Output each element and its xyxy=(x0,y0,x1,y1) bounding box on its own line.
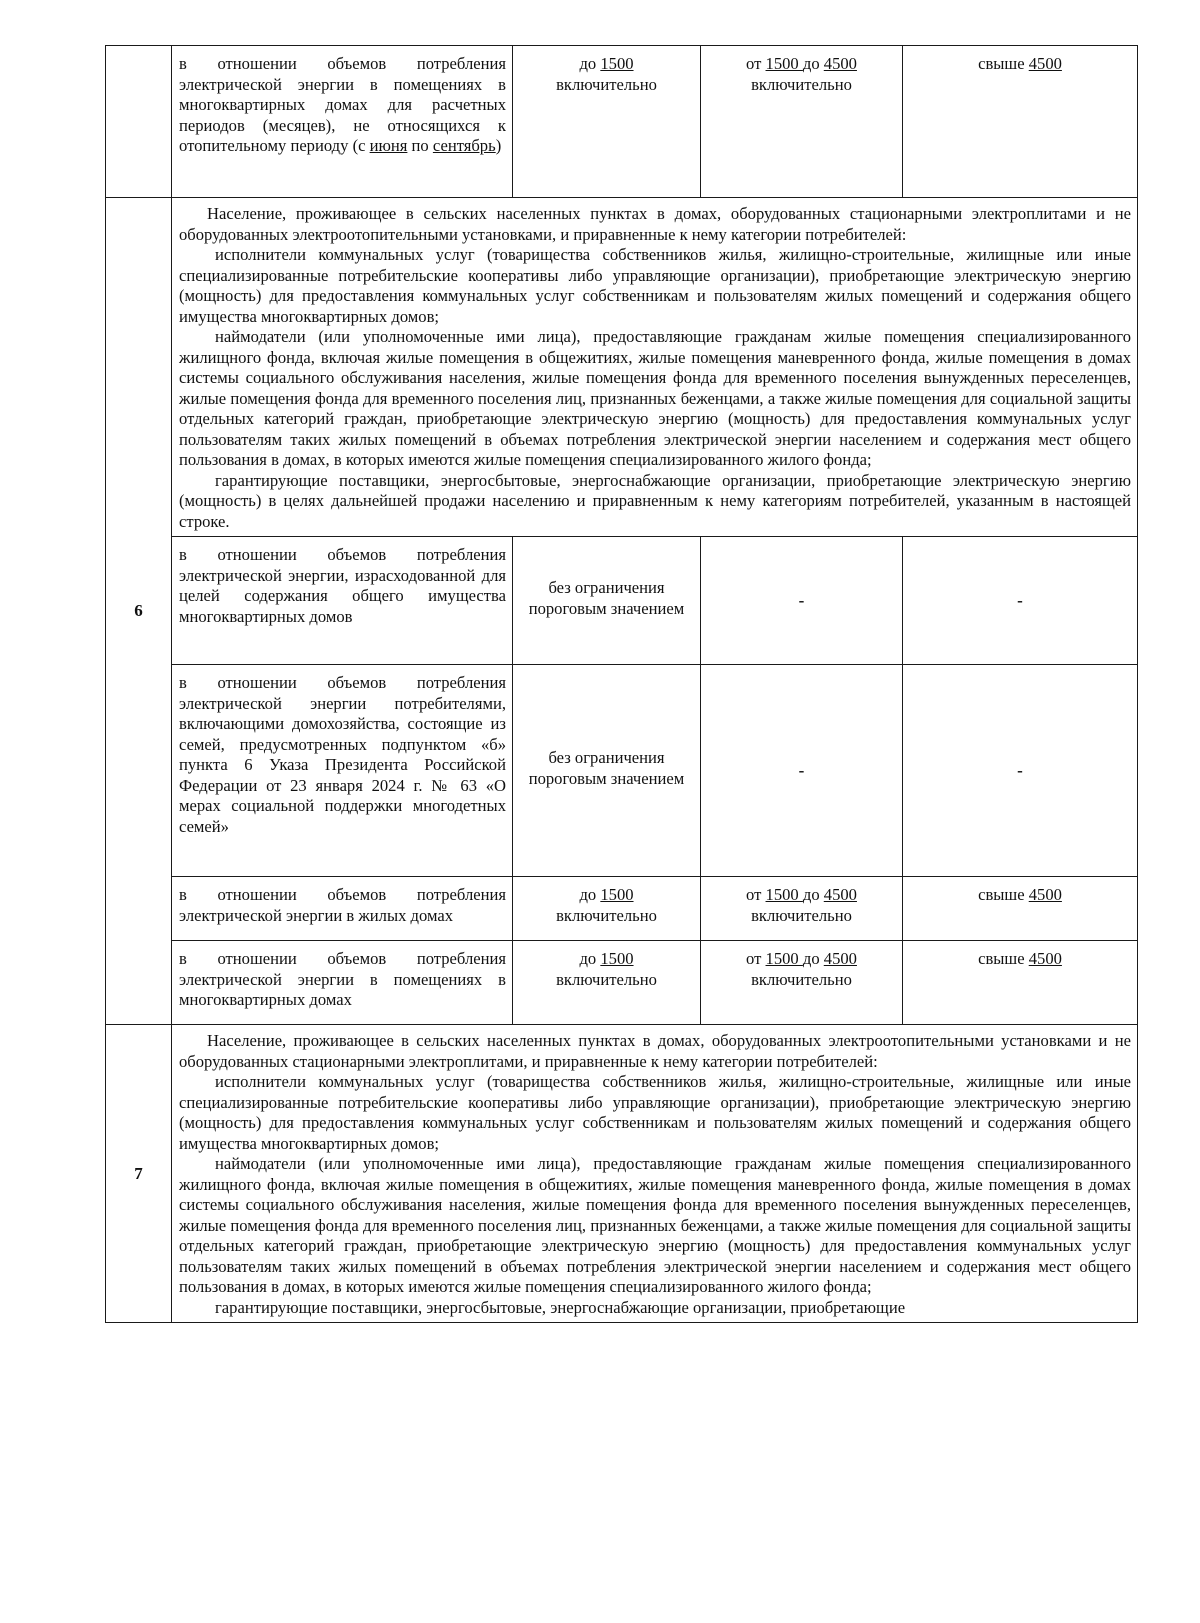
table-row-6-houses xyxy=(106,877,1138,941)
paragraph: гарантирующие поставщики, энергосбытовые, энергоснабжающие организации, приобретающие электрическую энергию (мощность) в целях дальнейшей продажи населению и приравненным к нему категориям потребителей, указанным в настоящей строке. xyxy=(179,470,1131,531)
row-7-consumers-text xyxy=(172,1025,1138,1323)
row-description: в отношении объемов потребления электрической энергии, израсходованной для целей содержания общего имущества многоквартирных домов xyxy=(172,537,513,665)
row-description: в отношении объемов потребления электрической энергии в помещениях в многоквартирных домах для расчетных периодов (месяцев), не относящихся к отопительному периоду (с июня по сентябрь) xyxy=(172,46,513,198)
table-row-6-large-families xyxy=(106,665,1138,877)
threshold-cell-2: от 1500 до 4500 включительно xyxy=(701,877,903,941)
row-6-consumers-text xyxy=(172,198,1138,537)
row-description: в отношении объемов потребления электрической энергии в жилых домах xyxy=(172,877,513,941)
threshold-cell-1: без ограничения пороговым значением xyxy=(513,665,701,877)
table-row-top xyxy=(106,46,1138,198)
threshold-cell-1: до 1500 включительно xyxy=(513,941,701,1025)
paragraph: исполнители коммунальных услуг (товарищества собственников жилья, жилищно-строительные, жилищные или иные специализированные потребительские кооперативы либо управляющие организации), приобретающие электрическую энергию (мощность) для предоставления коммунальных услуг собственникам и пользователям жилых помещений и содержания общего имущества многоквартирных домов; xyxy=(179,245,1131,326)
threshold-cell-2: от 1500 до 4500 включительно xyxy=(701,46,903,198)
table-row-7-header xyxy=(106,1025,1138,1323)
threshold-cell-1: до 1500 включительно xyxy=(513,877,701,941)
paragraph: наймодатели (или уполномоченные ими лица), предоставляющие гражданам жилые помещения специализированного жилищного фонда, включая жилые помещения в общежитиях, жилые помещения маневренного фонда, жилые помещения в домах системы социального обслуживания населения, жилые помещения фонда для временного поселения вынужденных переселенцев, жилые помещения фонда для временного поселения лиц, признанных беженцами, а также жилые помещения для социальной защиты отдельных категорий граждан, приобретающие электрическую энергию (мощность) для предоставления коммунальных услуг пользователям таких жилых помещений в объемах потребления электрической энергии населением и содержания мест общего пользования в домах, в которых имеются жилые помещения специализированного жилого фонда; xyxy=(179,327,1131,469)
paragraph: Население, проживающее в сельских населенных пунктах в домах, оборудованных стационарными электроплитами и не оборудованных электроотопительными установками, и приравненные к нему категории потребителей: xyxy=(179,204,1131,244)
threshold-cell-1: без ограничения пороговым значением xyxy=(513,537,701,665)
threshold-cell-3: свыше 4500 xyxy=(903,46,1138,198)
row-number-6: 6 xyxy=(106,198,172,1025)
row-number-7: 7 xyxy=(106,1025,172,1323)
threshold-cell-3: - xyxy=(903,665,1138,877)
table-row-6-common-property xyxy=(106,537,1138,665)
table-row-6-apartments xyxy=(106,941,1138,1025)
paragraph: гарантирующие поставщики, энергосбытовые, энергоснабжающие организации, приобретающие xyxy=(215,1297,906,1317)
threshold-cell-3: свыше 4500 xyxy=(903,941,1138,1025)
threshold-cell-1: до 1500 включительно xyxy=(513,46,701,198)
row-description: в отношении объемов потребления электрической энергии в помещениях в многоквартирных домах xyxy=(172,941,513,1025)
paragraph: исполнители коммунальных услуг (товарищества собственников жилья, жилищно-строительные, жилищные или иные специализированные потребительские кооперативы либо управляющие организации), приобретающие электрическую энергию (мощность) для предоставления коммунальных услуг собственникам и пользователям жилых помещений и содержания общего имущества многоквартирных домов; xyxy=(179,1072,1131,1153)
row-number-cell-empty xyxy=(106,46,172,198)
threshold-cell-2: - xyxy=(701,665,903,877)
paragraph: Население, проживающее в сельских населенных пунктах в домах, оборудованных электроотопительными установками и не оборудованных стационарными электроплитами, и приравненные к нему категории потребителей: xyxy=(179,1031,1131,1071)
row-description: в отношении объемов потребления электрической энергии потребителями, включающими домохозяйства, состоящие из семей, предусмотренных подпунктом «б» пункта 6 Указа Президента Российской Федерации от 23 января 2024 г. № 63 «О мерах социальной поддержки многодетных семей» xyxy=(172,665,513,877)
threshold-cell-3: - xyxy=(903,537,1138,665)
threshold-cell-2: от 1500 до 4500 включительно xyxy=(701,941,903,1025)
table-row-6-header xyxy=(106,198,1138,537)
paragraph: наймодатели (или уполномоченные ими лица), предоставляющие гражданам жилые помещения специализированного жилищного фонда, включая жилые помещения в общежитиях, жилые помещения маневренного фонда, жилые помещения в домах системы социального обслуживания населения, жилые помещения фонда для временного поселения вынужденных переселенцев, жилые помещения фонда для временного поселения лиц, признанных беженцами, а также жилые помещения для социальной защиты отдельных категорий граждан, приобретающие электрическую энергию (мощность) для предоставления коммунальных услуг пользователям таких жилых помещений в объемах потребления электрической энергии населением и содержания мест общего пользования в домах, в которых имеются жилые помещения специализированного жилого фонда; xyxy=(179,1154,1131,1296)
threshold-cell-2: - xyxy=(701,537,903,665)
threshold-cell-3: свыше 4500 xyxy=(903,877,1138,941)
tariff-table xyxy=(105,45,1138,1323)
